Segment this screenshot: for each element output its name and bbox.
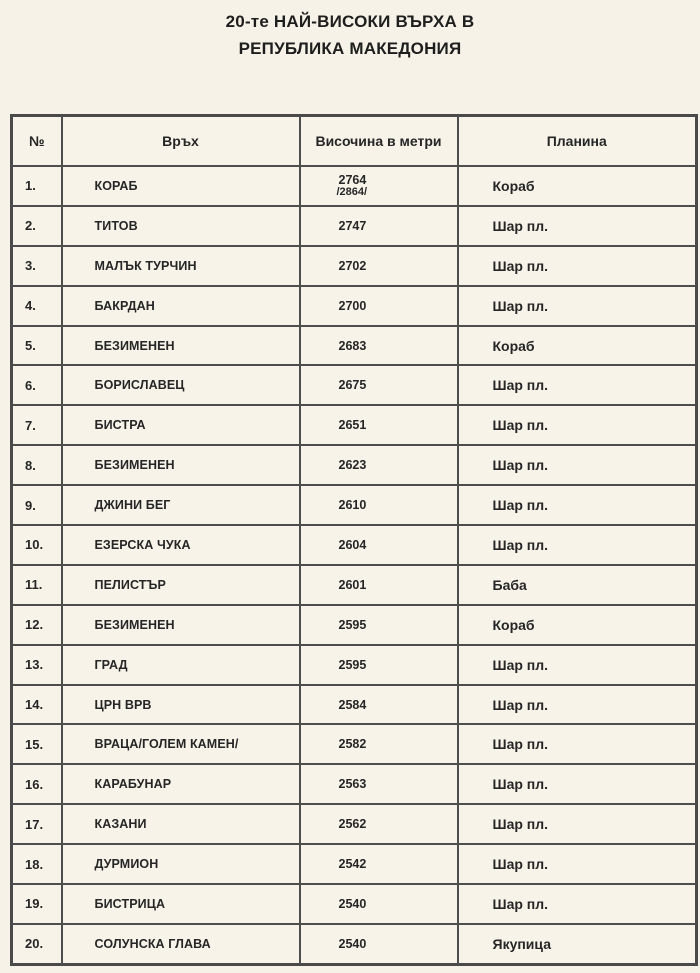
mountain-name: Шар пл. (458, 645, 697, 685)
row-number: 6. (12, 365, 62, 405)
peak-name: БЕЗИМЕНЕН (62, 605, 300, 645)
table-row (12, 326, 697, 366)
peak-height: 2683 (300, 326, 458, 366)
peak-height: 2540 (300, 924, 458, 965)
peak-height: 2610 (300, 485, 458, 525)
row-number: 8. (12, 445, 62, 485)
peak-height: 2702 (300, 246, 458, 286)
row-number: 18. (12, 844, 62, 884)
peak-height: 2675 (300, 365, 458, 405)
peak-name: ТИТОВ (62, 206, 300, 246)
row-number: 14. (12, 685, 62, 725)
table-row (12, 645, 697, 685)
peak-name: КАРАБУНАР (62, 764, 300, 804)
table-row (12, 286, 697, 326)
peak-name: ЦРН ВРВ (62, 685, 300, 725)
mountain-name: Шар пл. (458, 365, 697, 405)
peak-height: 2542 (300, 844, 458, 884)
peak-name: БОРИСЛАВЕЦ (62, 365, 300, 405)
peak-name: СОЛУНСКА ГЛАВА (62, 924, 300, 965)
peak-height: 2562 (300, 804, 458, 844)
title-line-2: РЕПУБЛИКА МАКЕДОНИЯ (238, 39, 462, 58)
row-number: 12. (12, 605, 62, 645)
peak-name: БЕЗИМЕНЕН (62, 326, 300, 366)
row-number: 11. (12, 565, 62, 605)
mountain-name: Шар пл. (458, 206, 697, 246)
row-number: 9. (12, 485, 62, 525)
header-mountain: Планина (458, 116, 697, 167)
peak-height: 2595 (300, 645, 458, 685)
header-height: Височина в метри (300, 116, 458, 167)
table-row (12, 804, 697, 844)
peak-name: БИСТРИЦА (62, 884, 300, 924)
peak-height: 2623 (300, 445, 458, 485)
table-row (12, 445, 697, 485)
peak-name: БЕЗИМЕНЕН (62, 445, 300, 485)
row-number: 1. (12, 166, 62, 206)
peak-name: ВРАЦА/ГОЛЕМ КАМЕН/ (62, 724, 300, 764)
page-title (0, 8, 700, 62)
peak-height: 2651 (300, 405, 458, 445)
table-row (12, 884, 697, 924)
mountain-name: Шар пл. (458, 405, 697, 445)
mountain-name: Шар пл. (458, 804, 697, 844)
table-row (12, 525, 697, 565)
peak-name: МАЛЪК ТУРЧИН (62, 246, 300, 286)
row-number: 15. (12, 724, 62, 764)
mountain-name: Шар пл. (458, 445, 697, 485)
row-number: 20. (12, 924, 62, 965)
peak-name: КАЗАНИ (62, 804, 300, 844)
mountain-name: Кораб (458, 326, 697, 366)
peak-height: 2540 (300, 884, 458, 924)
peak-height: 2601 (300, 565, 458, 605)
peak-height: 2764 (338, 173, 367, 188)
mountain-name: Шар пл. (458, 844, 697, 884)
mountain-name: Шар пл. (458, 485, 697, 525)
peak-name: ПЕЛИСТЪР (62, 565, 300, 605)
mountain-name: Шар пл. (458, 286, 697, 326)
table-row (12, 365, 697, 405)
peaks-table (10, 114, 698, 966)
peak-name: БИСТРА (62, 405, 300, 445)
row-number: 3. (12, 246, 62, 286)
row-number: 4. (12, 286, 62, 326)
peak-height: 2563 (300, 764, 458, 804)
header-number: № (12, 116, 62, 167)
peak-height: 2747 (300, 206, 458, 246)
table-row (12, 685, 697, 725)
table-row (12, 565, 697, 605)
peak-name: КОРАБ (62, 166, 300, 206)
peak-name: ДЖИНИ БЕГ (62, 485, 300, 525)
table-header-row (12, 116, 697, 167)
peak-height: 2582 (300, 724, 458, 764)
table-row (12, 844, 697, 884)
row-number: 13. (12, 645, 62, 685)
mountain-name: Кораб (458, 166, 697, 206)
table-row (12, 605, 697, 645)
mountain-name: Якупица (458, 924, 697, 965)
peak-height: 2700 (300, 286, 458, 326)
row-number: 19. (12, 884, 62, 924)
peak-height: 2584 (300, 685, 458, 725)
mountain-name: Шар пл. (458, 764, 697, 804)
row-number: 16. (12, 764, 62, 804)
table-row (12, 764, 697, 804)
peak-height: 2604 (300, 525, 458, 565)
table-row (12, 206, 697, 246)
mountain-name: Шар пл. (458, 685, 697, 725)
mountain-name: Шар пл. (458, 884, 697, 924)
mountain-name: Баба (458, 565, 697, 605)
row-number: 10. (12, 525, 62, 565)
mountain-name: Шар пл. (458, 525, 697, 565)
row-number: 2. (12, 206, 62, 246)
table-row (12, 246, 697, 286)
peak-name: ДУРМИОН (62, 844, 300, 884)
header-peak: Връх (62, 116, 300, 167)
table-row (12, 485, 697, 525)
peak-height: 2595 (300, 605, 458, 645)
table-row (12, 166, 697, 206)
peak-name: ГРАД (62, 645, 300, 685)
row-number: 7. (12, 405, 62, 445)
mountain-name: Шар пл. (458, 246, 697, 286)
mountain-name: Шар пл. (458, 724, 697, 764)
table-row (12, 724, 697, 764)
table-row (12, 405, 697, 445)
row-number: 5. (12, 326, 62, 366)
peak-name: БАКРДАН (62, 286, 300, 326)
peak-height-cell (300, 166, 458, 206)
row-number: 17. (12, 804, 62, 844)
title-line-1: 20-те НАЙ-ВИСОКИ ВЪРХА В (225, 12, 475, 31)
mountain-name: Кораб (458, 605, 697, 645)
peak-name: ЕЗЕРСКА ЧУКА (62, 525, 300, 565)
table-row (12, 924, 697, 965)
peak-height-alt: /2864/ (336, 186, 368, 199)
